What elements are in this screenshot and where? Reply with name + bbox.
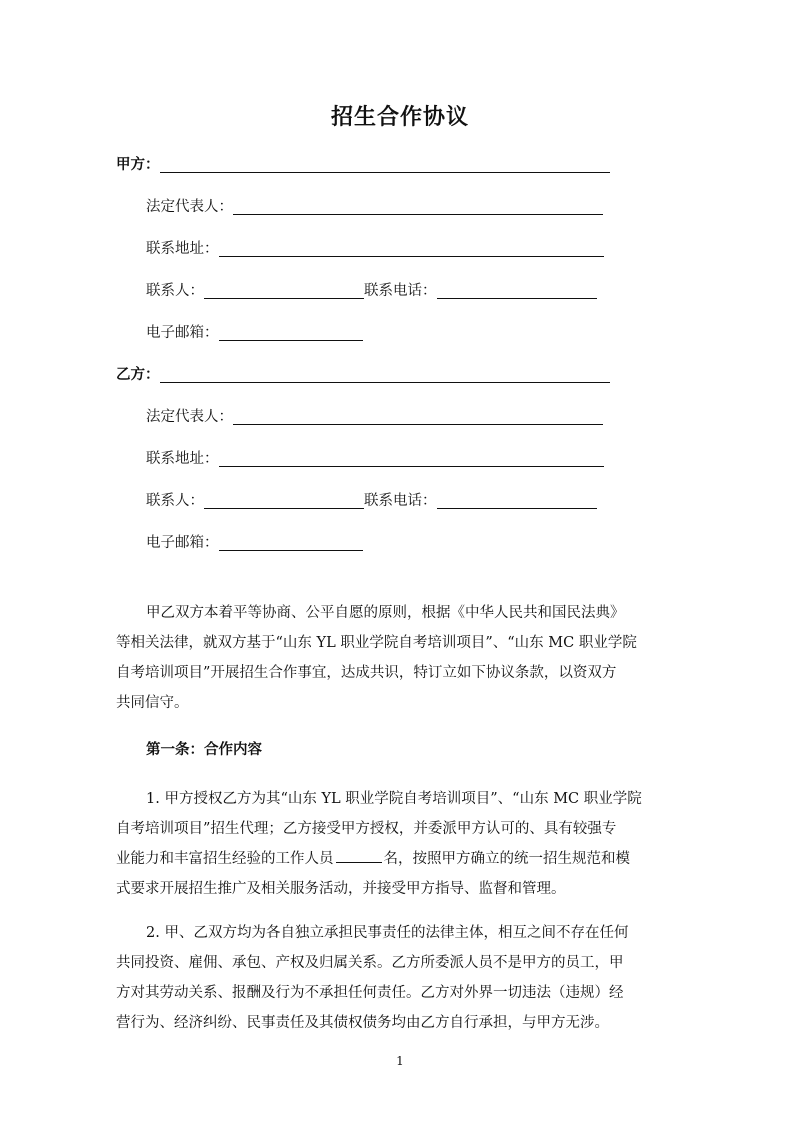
party-b-email-row bbox=[146, 532, 363, 554]
party-a-address-row bbox=[146, 238, 604, 260]
clause-line: 式要求开展招生推广及相关服务活动，并接受甲方指导、监督和管理。 bbox=[116, 881, 566, 897]
party-a-legal-rep-blank[interactable] bbox=[233, 198, 603, 215]
clause-line-part: 业能力和丰富招生经验的工作人员 bbox=[116, 851, 334, 867]
clause-line: 共同投资、雇佣、承包、产权及归属关系。乙方所委派人员不是甲方的员工，甲 bbox=[116, 955, 624, 971]
party-b-contact-row bbox=[146, 490, 597, 512]
article-1-heading: 第一条：合作内容 bbox=[146, 742, 262, 758]
preamble-line: 等相关法律，就双方基于“山东 YL 职业学院自考培训项目”、“山东 MC 职业学院 bbox=[116, 635, 637, 651]
staff-count-blank[interactable] bbox=[336, 846, 382, 863]
party-a-phone-blank[interactable] bbox=[437, 282, 597, 299]
party-a-legal-rep-row bbox=[146, 196, 603, 218]
party-a-email-row bbox=[146, 322, 363, 344]
clause-line: 自考培训项目”招生代理；乙方接受甲方授权，并委派甲方认可的、具有较强专 bbox=[116, 821, 617, 837]
clause-line: 营行为、经济纠纷、民事责任及其债权债务均由乙方自行承担，与甲方无涉。 bbox=[116, 1015, 609, 1031]
party-a-row bbox=[116, 154, 610, 176]
party-a-address-label: 联系地址： bbox=[146, 241, 219, 257]
party-b-email-label: 电子邮箱： bbox=[146, 535, 219, 551]
party-a-label: 甲方： bbox=[116, 157, 160, 173]
party-b-email-blank[interactable] bbox=[219, 534, 363, 551]
party-b-contact-blank[interactable] bbox=[204, 492, 364, 509]
party-a-contact-blank[interactable] bbox=[204, 282, 364, 299]
party-a-address-blank[interactable] bbox=[219, 240, 604, 257]
party-b-label: 乙方： bbox=[116, 367, 160, 383]
preamble-line: 自考培训项目”开展招生合作事宜，达成共识，特订立如下协议条款，以资双方 bbox=[116, 665, 617, 681]
party-b-contact-label: 联系人： bbox=[146, 493, 204, 509]
clause-line: 2. 甲、乙双方均为各自独立承担民事责任的法律主体，相互之间不存在任何 bbox=[146, 925, 629, 941]
party-a-email-blank[interactable] bbox=[219, 324, 363, 341]
preamble-line: 共同信守。 bbox=[116, 695, 189, 711]
document-title: 招生合作协议 bbox=[330, 105, 469, 130]
party-b-legal-rep-blank[interactable] bbox=[233, 408, 603, 425]
clause-line bbox=[116, 844, 690, 874]
party-b-legal-rep-row bbox=[146, 406, 603, 428]
party-b-blank[interactable] bbox=[160, 366, 610, 383]
party-a-contact-row bbox=[146, 280, 597, 302]
party-a-phone-label: 联系电话： bbox=[364, 283, 437, 299]
party-b-phone-label: 联系电话： bbox=[364, 493, 437, 509]
party-b-phone-blank[interactable] bbox=[437, 492, 597, 509]
party-b-legal-rep-label: 法定代表人： bbox=[146, 409, 233, 425]
party-b-address-blank[interactable] bbox=[219, 450, 604, 467]
party-a-contact-label: 联系人： bbox=[146, 283, 204, 299]
clause-line-part: 名，按照甲方确立的统一招生规范和模 bbox=[383, 851, 630, 867]
preamble-line: 甲乙双方本着平等协商、公平自愿的原则，根据《中华人民共和国民法典》 bbox=[146, 605, 625, 621]
party-a-blank[interactable] bbox=[160, 156, 610, 173]
clause-line: 方对其劳动关系、报酬及行为不承担任何责任。乙方对外界一切违法（违规）经 bbox=[116, 985, 624, 1001]
party-b-row bbox=[116, 364, 610, 386]
preamble-paragraph bbox=[116, 598, 690, 718]
clause-line: 1. 甲方授权乙方为其“山东 YL 职业学院自考培训项目”、“山东 MC 职业学院 bbox=[146, 791, 642, 807]
party-b-address-row bbox=[146, 448, 604, 470]
party-a-legal-rep-label: 法定代表人： bbox=[146, 199, 233, 215]
clause-1-paragraph bbox=[116, 784, 690, 904]
party-a-email-label: 电子邮箱： bbox=[146, 325, 219, 341]
clause-2-paragraph bbox=[116, 918, 690, 1038]
page-number: 1 bbox=[396, 1054, 404, 1068]
party-b-address-label: 联系地址： bbox=[146, 451, 219, 467]
